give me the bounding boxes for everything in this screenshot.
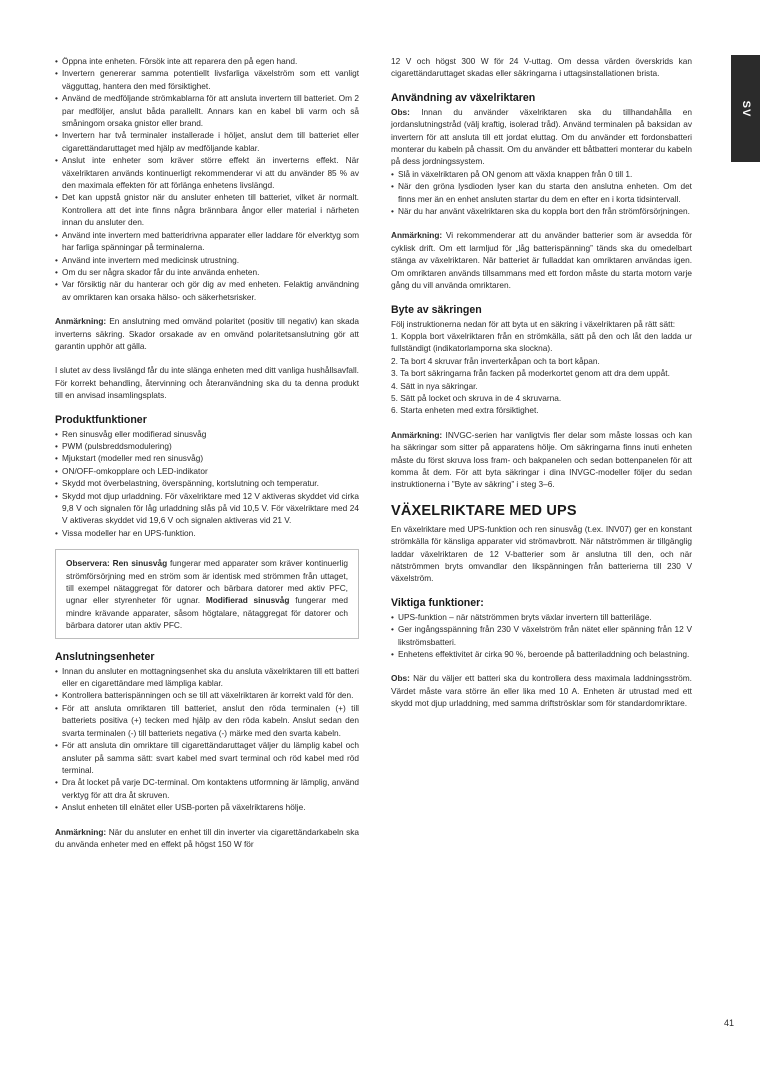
list-item: • Vissa modeller har en UPS-funktion. [55,527,359,539]
note-box-text: Observera: Ren sinusvåg fungerar med apparater som kräver kontinuerlig strömförsörjning med en ström som är identisk med strömmen från uttaget, till exempel nätaggregat för datorer och bärbara datorer med aktiv PFC, ugnar eller styrenheter för ugnar. Modifierad sinusvåg fungerar med mindre krävande apparater, såsom högtalare, nätaggregat för datorer och bärbara datorer utan aktiv PFC. [66,558,348,631]
list-item: • Kontrollera batterispänningen och se till att växelriktaren är korrekt vald för den. [55,689,359,701]
features-list [55,428,359,540]
list-item: • Använd inte invertern med medicinsk utrustning. [55,254,359,266]
fuse-step: 4. Sätt in nya säkringar. [391,380,478,391]
list-item: • PWM (pulsbreddsmodulering) [55,440,359,452]
language-tab [731,55,760,162]
charging-obs: Obs: När du väljer ett batteri ska du kontrollera dess maximala laddningsström. Värdet måste vara större än eller lika med 10 A. Enheten är utrustad med ett skydd mot djup urladdning, med samma driftströsklar som för standardomriktare. [391,673,692,709]
language-code: SV [739,100,752,117]
list-item: • Om du ser några skador får du inte använda enheten. [55,266,359,278]
list-item: • UPS-funktion – när nätströmmen bryts växlar invertern till batteriläge. [391,611,692,623]
connection-list [55,665,359,814]
continued-text: 12 V och högst 300 W för 24 V-uttag. Om dessa värden överskrids kan cigarettändaruttaget skadas eller säkringarna i uttagsinstallationen brista. [391,56,692,79]
battery-note: Anmärkning: Vi rekommenderar att du använder batterier som är avsedda för cyklisk drift. Om ett larmljud för „låg batterispänning” tänds ska du omedelbart stänga av växelriktaren. När batteriet är fulladdat kan omriktaren användas igen. Om omriktaren används tillsammans med ett fordon måste du starta motorn varje gång du vill använda omriktaren. [391,230,692,291]
section-heading: Användning av växelriktaren [391,91,536,104]
list-item: • För att ansluta omriktaren till batteriet, anslut den röda terminalen (+) till batteriets positiva (+) tecken med hjälp av den röda kabeln. Anslut sedan den svarta terminalen (-) till batteriets negativa (-) märke med den svarta kabeln. [55,702,359,739]
section-heading: Produktfunktioner [55,413,147,426]
list-item: • Invertern genererar samma potentiellt livsfarliga växelström som ett vanligt vägguttag, hantera den med försiktighet. [55,67,359,92]
list-item: • Slå in växelriktaren på ON genom att växla knappen från 0 till 1. [391,168,692,180]
list-item: • Skydd mot djup urladdning. För växelriktare med 12 V aktiveras skyddet vid cirka 9,8 V och signalen för låg urladdning slås på vid 10,5 V. För växelriktare med 24 V aktiveras skyddet vid 19,6 V och signalen aktiveras vid 21 V. [55,490,359,527]
list-item: • ON/OFF-omkopplare och LED-indikator [55,465,359,477]
list-item: • För att ansluta din omriktare till cigarettändaruttaget väljer du lämplig kabel och ansluter på samma sätt: svart kabel med svart terminal och röd kabel med röd terminal. [55,739,359,776]
list-item: • Invertern har två terminaler installerade i höljet, anslut dem till batteriet eller cigarettändaruttaget med hjälp av medföljande kablar. [55,129,359,154]
section-heading: Byte av säkringen [391,303,482,316]
section-heading: Anslutningsenheter [55,650,155,663]
note-box [55,549,359,638]
cigarette-note: Anmärkning: När du ansluter en enhet till din inverter via cigarettändarkabeln ska du använda enheter med en effekt på högst 150 W för [55,826,359,849]
fuse-step: 3. Ta bort säkringarna från facken på moderkortet genom att dra dem uppåt. [391,368,670,379]
list-item: • Dra åt locket på varje DC-terminal. Om kontaktens utformning är lämplig, använd verktyg för att dra åt skruven. [55,776,359,801]
fuse-intro: Följ instruktionerna nedan för att byta ut en säkring i växelriktaren på rätt sätt: [391,318,676,329]
list-item: • Ger ingångsspänning från 230 V växelström från nätet eller spänning från 12 V likströmsbatteri. [391,623,692,648]
fuse-step: 5. Sätt på locket och skruva in de 4 skruvarna. [391,392,562,403]
left-column [55,55,359,850]
list-item: • Anslut inte enheter som kräver större effekt än inverterns effekt. När växelriktaren används kontinuerligt rekommenderar vi att du använder 85 % av den maximala effekten för att förlänga enhetens livslängd. [55,154,359,191]
list-item: • Var försiktig när du hanterar och gör dig av med enheten. Felaktig användning av omriktaren kan orsaka hälso- och säkerhetsrisker. [55,278,359,303]
list-item: • När den gröna lysdioden lyser kan du starta den anslutna enheten. Om det finns mer än en enhet ansluten startar du dem en efter en i korta tidsintervall. [391,180,692,205]
list-item: • Ren sinusvåg eller modifierad sinusvåg [55,428,359,440]
polarity-note: Anmärkning: En anslutning med omvänd polaritet (positiv till negativ) kan skada inverterns säkring. Skador orsakade av en omvänd polaritetsanslutning gör att garantin upphör att gälla. [55,316,359,351]
list-item: • Innan du ansluter en mottagningsenhet ska du ansluta växelriktaren till ett batteri eller en cigarettändare med lämpliga kablar. [55,665,359,690]
fuse-step: 2. Ta bort 4 skruvar från inverterkåpan och ta bort kåpan. [391,355,600,366]
list-item: • Använd de medföljande strömkablarna för att ansluta invertern till batteriet. Om 2 par medföljer, anslut båda parallellt. Annars kan en kabel bli varm och så småningom orsaka gnistor eller brand. [55,92,359,129]
important-list [391,611,692,661]
usage-list [391,168,692,218]
section-heading: Viktiga funktioner: [391,596,484,609]
fuse-step: 6. Starta enheten med extra försiktighet. [391,405,539,416]
page-number: 41 [723,1018,734,1028]
safety-list [55,55,359,303]
invgc-note: Anmärkning: INVGC-serien har vanligtvis fler delar som måste lossas och kan ha säkringar som sitter på apparatens hölje. Om säkringarna finns inuti enheten måste du först skruva loss fram- och bakpanelen och sedan bottenpanelen för att komma åt dem. För att byta säkringar i dina INVGC-modeller följer du sedan instruktionerna i ”Byte av säkring” i steg 3–6. [391,429,692,490]
list-item: • Anslut enheten till elnätet eller USB-porten på växelriktarens hölje. [55,801,359,813]
usage-obs: Obs: Innan du använder växelriktaren ska du tillhandahålla en jordanslutningstråd (välj kraftig, isolerad tråd). Använd terminalen på baksidan av invertern för att ansluta till ett jordat eluttag. Om du använder ett fordonsbatteri monterar du kabeln på chassit. Om du använder ett båtbatteri monterar du kabeln på dess jordningssystem. [391,106,692,167]
list-item: • När du har använt växelriktaren ska du koppla bort den från strömförsörjningen. [391,205,692,217]
disposal-text: I slutet av dess livslängd får du inte slänga enheten med ditt vanliga hushållsavfall. För korrekt behandling, återvinning och återanvändning ska du ta denna produkt till en anvisad insamlingsplats. [55,365,359,401]
fuse-step: 1. Koppla bort växelriktaren från en strömkälla, sätt på den och låt den ladda ur fullständigt (indikatorlamporna ska slockna). [391,330,692,354]
list-item: • Enhetens effektivitet är cirka 90 %, beroende på batteriladdning och belastning. [391,648,692,660]
list-item: • Skydd mot överbelastning, överspänning, kortslutning och temperatur. [55,477,359,489]
list-item: • Det kan uppstå gnistor när du ansluter enheten till batteriet, vilket är normalt. Kontrollera att det inte finns några brännbara ångor eller material i närheten innan du ansluter den. [55,191,359,228]
ups-text: En växelriktare med UPS-funktion och ren sinusvåg (t.ex. INV07) ger en konstant strömkälla för känsliga apparater vid strömavbrott. När nätströmmen är tillgänglig laddar växelriktaren de 12 V-batterier som är anslutna till den, och när nätströmmen bryts omvandlar den likspänningen från batterierna till 230 V växelström. [391,523,692,584]
list-item: • Öppna inte enheten. Försök inte att reparera den på egen hand. [55,55,359,67]
list-item: • Mjukstart (modeller med ren sinusvåg) [55,452,359,464]
list-item: • Använd inte invertern med batteridrivna apparater eller laddare för elverktyg som har farliga spänningar på terminalerna. [55,229,359,254]
right-column [391,55,692,710]
ups-heading: VÄXELRIKTARE MED UPS [391,502,577,519]
